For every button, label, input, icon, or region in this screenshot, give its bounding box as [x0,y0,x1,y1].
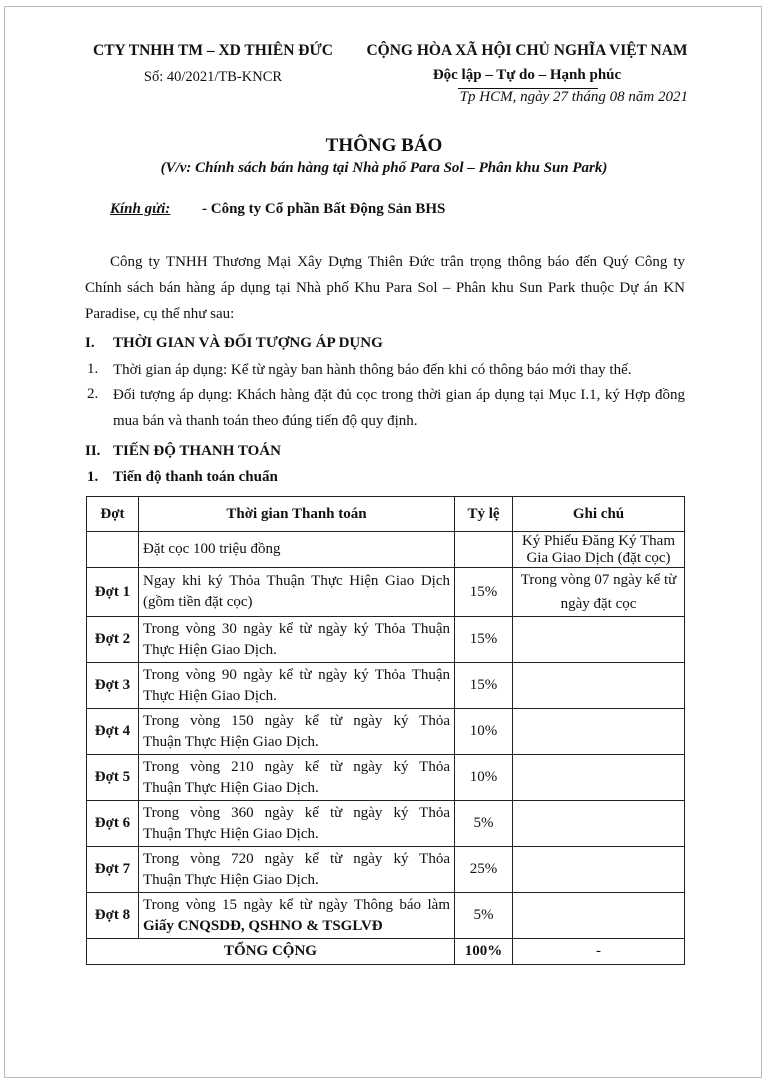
row-time-line-1: Trong vòng 720 ngày kể từ ngày ký Thỏa [143,850,450,867]
document-subtitle: (V/v: Chính sách bán hàng tại Nhà phố Para Sol – Phân khu Sun Park) [160,160,608,176]
total-label: TỔNG CỘNG [87,939,455,965]
row-dot: Đợt 4 [87,709,139,755]
row-note [513,847,685,893]
row-time-line-2: (gồm tiền đặt cọc) [143,594,253,610]
document-number: Số: 40/2021/TB-KNCR [143,69,283,85]
row-rate: 10% [455,755,513,801]
table-header-row [87,497,685,532]
row-time-line-1: Trong vòng 15 ngày kể từ ngày Thông báo làm [143,896,450,913]
row-note [513,801,685,847]
table-row [87,568,685,617]
row-rate: 15% [455,663,513,709]
row-note [513,893,685,939]
row-time [139,568,455,617]
table-row [87,709,685,755]
payment-schedule-table [86,496,685,965]
row-time-line-1: Trong vòng 90 ngày kể từ ngày ký Thỏa Thuận [143,666,450,683]
row-time-line-1: Trong vòng 30 ngày kể từ ngày ký Thỏa Thuận [143,620,450,637]
row-note [513,663,685,709]
subsection-1-heading: Tiến độ thanh toán chuẩn [113,469,278,485]
row-dot: Đợt 5 [87,755,139,801]
table-row [87,801,685,847]
company-name: CTY TNHH TM – XD THIÊN ĐỨC [93,42,333,59]
table-row [87,847,685,893]
table-row [87,663,685,709]
row-time-line-2: Thuận Thực Hiện Giao Dịch. [143,733,319,750]
row-time-line-2: Thực Hiện Giao Dịch. [143,687,277,704]
row-dot: Đợt 1 [87,568,139,617]
republic-title: CỘNG HÒA XÃ HỘI CHỦ NGHĨA VIỆT NAM [366,42,688,59]
header-note: Ghi chú [513,497,685,532]
section-1-heading: THỜI GIAN VÀ ĐỐI TƯỢNG ÁP DỤNG [113,335,383,351]
row-note [513,755,685,801]
row-time-line-2: Giấy CNQSDĐ, QSHNO & TSGLVĐ [143,917,383,934]
total-row [87,939,685,965]
header-dot: Đợt [87,497,139,532]
section-2-number: II. [85,443,101,459]
row-time-line-1: Trong vòng 150 ngày kể từ ngày ký Thỏa [143,712,450,729]
section-1-item-2: Đối tượng áp dụng: Khách hàng đặt đủ cọc trong thời gian áp dụng tại Mục I.1, ký Hợp đồng mua bán và thanh toán theo đúng tiến độ quy định. [113,387,685,429]
header-time: Thời gian Thanh toán [139,497,455,532]
recipient-name: - Công ty Cổ phần Bất Động Sản BHS [202,201,446,217]
row-time-line-2: Thuận Thực Hiện Giao Dịch. [143,871,319,888]
row-dot: Đợt 3 [87,663,139,709]
section-1-item-1: Thời gian áp dụng: Kể từ ngày ban hành thông báo đến khi có thông báo mới thay thế. [113,362,632,378]
table-row [87,755,685,801]
row-dot: Đợt 2 [87,617,139,663]
national-motto: Độc lập – Tự do – Hạnh phúc [432,67,622,83]
row-rate: 5% [455,893,513,939]
row-dot: Đợt 7 [87,847,139,893]
row-rate: 25% [455,847,513,893]
section-2-heading: TIẾN ĐỘ THANH TOÁN [113,443,281,459]
row-time-line-1: Trong vòng 210 ngày kể từ ngày ký Thỏa [143,758,450,775]
row-rate: 15% [455,617,513,663]
deposit-row [87,532,685,568]
deposit-note: Ký Phiếu Đăng Ký Tham Gia Giao Dịch (đặt cọc) [513,532,685,568]
section-1-number: I. [85,335,95,351]
row-time-line-2: Thuận Thực Hiện Giao Dịch. [143,779,319,796]
section-1-item-1-number: 1. [87,361,99,377]
deposit-rate [455,532,513,568]
total-rate: 100% [455,939,513,965]
row-rate: 15% [455,568,513,617]
row-note [513,617,685,663]
row-rate: 10% [455,709,513,755]
section-1-item-2-number: 2. [87,386,99,402]
row-note: Trong vòng 07 ngày kể từ ngày đặt cọc [513,568,685,617]
intro-paragraph: Công ty TNHH Thương Mại Xây Dựng Thiên Đức trân trọng thông báo đến Quý Công ty Chính sách bán hàng áp dụng tại Nhà phố Khu Para Sol – Phân khu Sun Park thuộc Dự án KN Paradise, cụ thể như sau: [85,254,685,322]
deposit-dot [87,532,139,568]
row-time [139,801,455,847]
subsection-1-number: 1. [87,469,99,485]
row-time-line-1: Ngay khi ký Thỏa Thuận Thực Hiện Giao Dịch [143,573,450,589]
row-dot: Đợt 6 [87,801,139,847]
total-note: - [513,939,685,965]
row-time-line-1: Trong vòng 360 ngày kể từ ngày ký Thỏa [143,804,450,821]
row-note [513,709,685,755]
row-time [139,893,455,939]
row-time-line-2: Thuận Thực Hiện Giao Dịch. [143,825,319,842]
document-title: THÔNG BÁO [325,135,443,156]
table-row [87,893,685,939]
document-date: Tp HCM, ngày 27 tháng 08 năm 2021 [459,89,688,105]
header-rate: Tỷ lệ [455,497,513,532]
deposit-time: Đặt cọc 100 triệu đồng [139,532,455,568]
row-time [139,663,455,709]
row-time [139,709,455,755]
row-time [139,755,455,801]
row-dot: Đợt 8 [87,893,139,939]
recipient-label: Kính gửi: [110,201,171,217]
row-time [139,617,455,663]
row-time [139,847,455,893]
row-time-line-2: Thực Hiện Giao Dịch. [143,641,277,658]
row-rate: 5% [455,801,513,847]
table-row [87,617,685,663]
